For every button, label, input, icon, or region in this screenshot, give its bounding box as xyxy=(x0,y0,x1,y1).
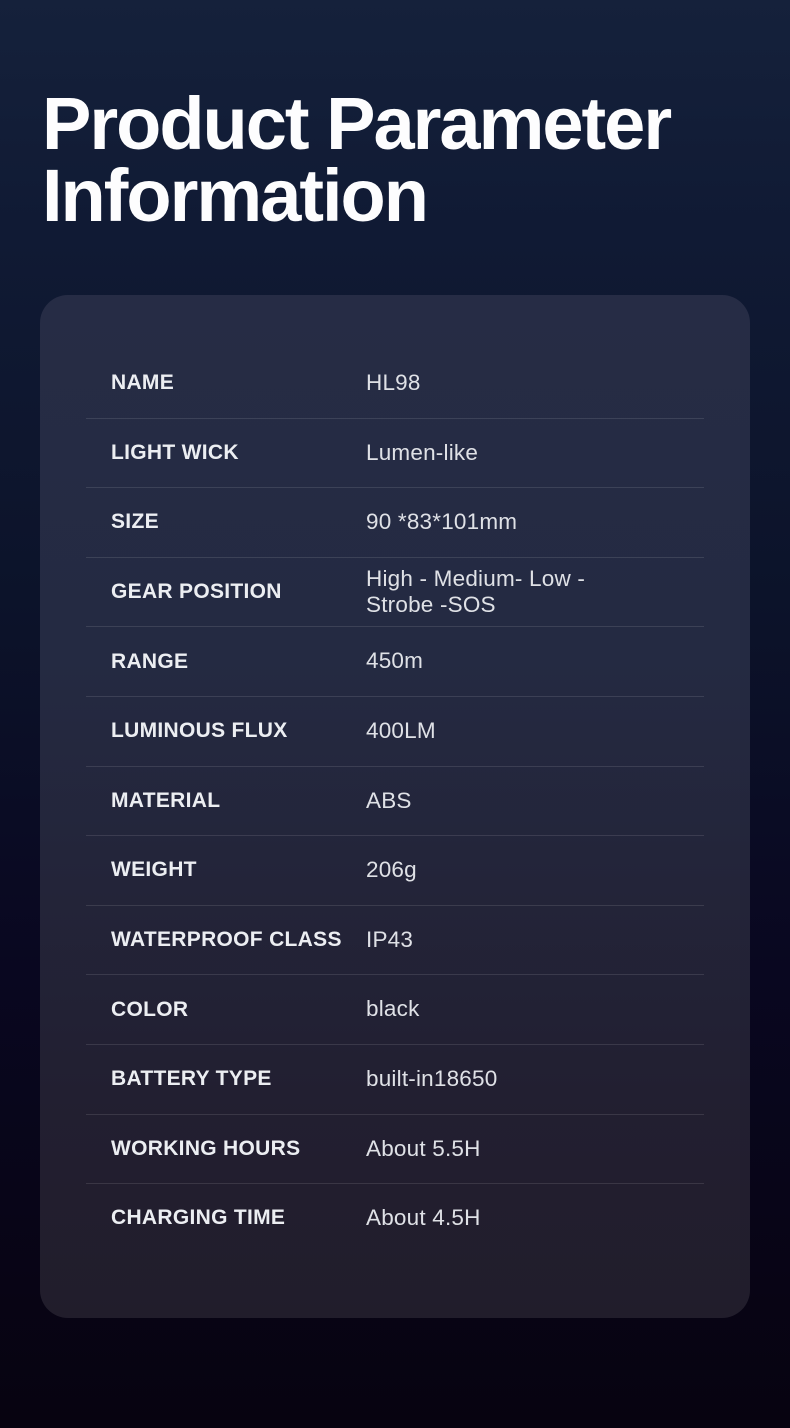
spec-label: BATTERY TYPE xyxy=(111,1067,272,1091)
page-title: Product Parameter Information xyxy=(42,82,671,237)
spec-value: black xyxy=(366,996,420,1022)
spec-label: WORKING HOURS xyxy=(111,1136,301,1160)
spec-value: Lumen-like xyxy=(366,439,479,465)
spec-label: MATERIAL xyxy=(111,788,221,812)
spec-value: HL98 xyxy=(366,369,421,395)
spec-row xyxy=(86,418,704,488)
spec-table xyxy=(86,348,704,1253)
spec-row xyxy=(86,1183,704,1253)
spec-label: RANGE xyxy=(111,649,189,673)
spec-row xyxy=(86,487,704,557)
spec-row xyxy=(86,835,704,905)
spec-label: WEIGHT xyxy=(111,858,197,882)
spec-value: 206g xyxy=(366,857,417,883)
spec-row xyxy=(86,696,704,766)
spec-value: High - Medium- Low - Strobe -SOS xyxy=(366,565,586,618)
spec-value: 90 *83*101mm xyxy=(366,509,518,535)
spec-value: built-in18650 xyxy=(366,1065,498,1091)
spec-row xyxy=(86,1044,704,1114)
spec-value: 450m xyxy=(366,648,424,674)
spec-label: SIZE xyxy=(111,510,159,534)
spec-value: 400LM xyxy=(366,717,436,743)
spec-row xyxy=(86,626,704,696)
spec-row xyxy=(86,974,704,1044)
spec-label: CHARGING TIME xyxy=(111,1206,286,1230)
spec-label: LUMINOUS FLUX xyxy=(111,719,288,743)
spec-label: GEAR POSITION xyxy=(111,580,282,604)
spec-card xyxy=(40,295,750,1318)
spec-row xyxy=(86,1114,704,1184)
spec-label: NAME xyxy=(111,370,175,394)
spec-label: LIGHT WICK xyxy=(111,440,239,464)
spec-row xyxy=(86,766,704,836)
spec-row xyxy=(86,348,704,418)
spec-value: About 5.5H xyxy=(366,1135,481,1161)
spec-row xyxy=(86,905,704,975)
spec-value: ABS xyxy=(366,787,412,813)
spec-label: COLOR xyxy=(111,997,189,1021)
spec-value: IP43 xyxy=(366,926,414,952)
spec-value: About 4.5H xyxy=(366,1205,481,1231)
spec-label: WATERPROOF CLASS xyxy=(111,928,342,952)
spec-row xyxy=(86,557,704,627)
